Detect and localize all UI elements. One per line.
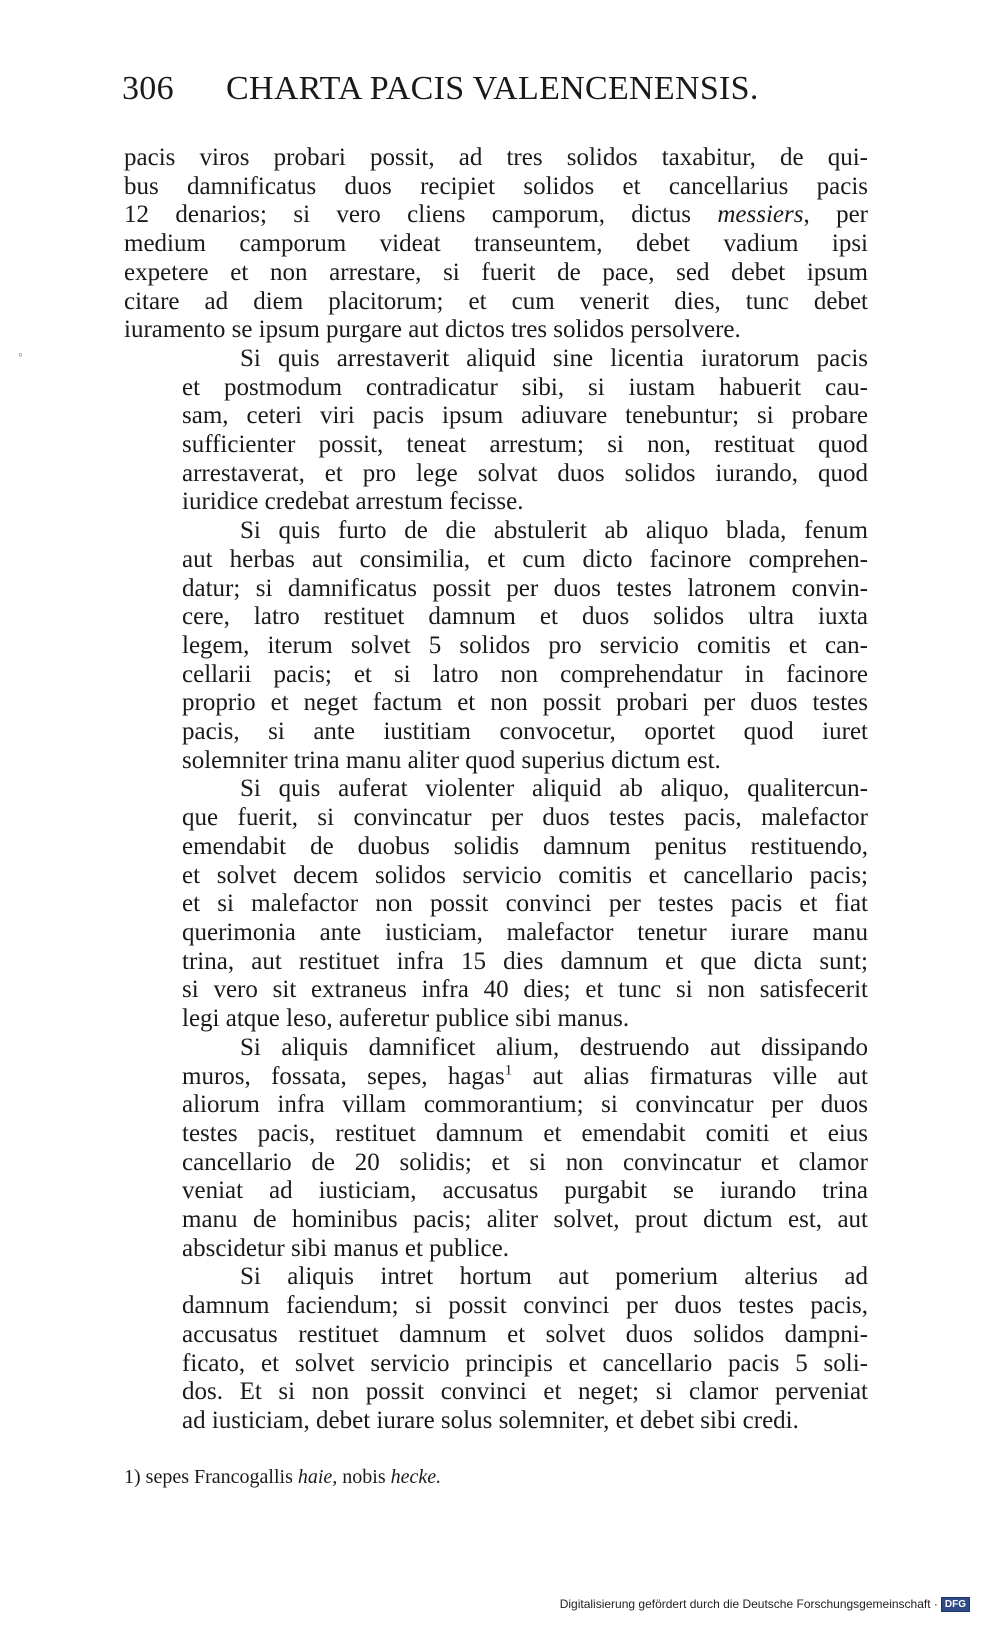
text-run: aut alias firmaturas ville aut: [512, 1062, 868, 1090]
text-run: expetere et non arrestare, si fuerit de pace, sed debet ipsum: [124, 258, 868, 286]
text-run: muros, fossata, sepes, hagas: [182, 1062, 505, 1090]
text-run: Si quis auferat violenter aliquid ab aliquo, qualitercun-: [240, 775, 868, 803]
text-run: si vero sit extraneus infra 40 dies; et tunc si non satisfecerit: [182, 976, 868, 1004]
text-line: [124, 632, 868, 661]
text-line: [124, 804, 868, 833]
running-title: CHARTA PACIS VALENCENENSIS.: [226, 70, 759, 107]
page-header: [122, 70, 882, 120]
text-run: damnum faciendum; si possit convinci per duos testes pacis,: [182, 1292, 868, 1320]
text-line: [124, 948, 868, 977]
text-line: [124, 976, 868, 1005]
text-run: cere, latro restituet damnum et duos solidos ultra iuxta: [182, 603, 868, 631]
text-run: et postmodum contradicatur sibi, si iustam habuerit cau-: [182, 373, 868, 401]
paragraph: [124, 345, 868, 517]
text-run: iuramento se ipsum purgare aut dictos tres solidos persolvere.: [124, 316, 741, 344]
text-line: [124, 460, 868, 489]
text-line: [124, 1263, 868, 1292]
text-line: [124, 230, 868, 259]
footnote-term-french: haie,: [297, 1466, 338, 1488]
text-line: [124, 374, 868, 403]
text-line: [124, 575, 868, 604]
text-line: [124, 661, 868, 690]
text-line: [124, 1350, 868, 1379]
text-line: [124, 1149, 868, 1178]
margin-mark: ◦: [18, 348, 23, 363]
footnote: [124, 1466, 441, 1489]
text-run: accusatus restituet damnum et solvet duos solidos dampni-: [182, 1320, 868, 1348]
text-line: [124, 890, 868, 919]
text-line: [124, 1063, 868, 1092]
text-line: [124, 1005, 868, 1034]
text-run: manu de hominibus pacis; aliter solvet, prout dictum est, aut: [182, 1206, 868, 1234]
text-line: [124, 316, 868, 345]
text-line: [124, 1091, 868, 1120]
text-run: cellarii pacis; et si latro non comprehendatur in facinore: [182, 660, 868, 688]
paragraph: [124, 144, 868, 345]
paragraph: [124, 1034, 868, 1264]
text-line: [124, 919, 868, 948]
text-run: et si malefactor non possit convinci per testes pacis et fiat: [182, 890, 868, 918]
text-line: [124, 775, 868, 804]
text-line: [124, 1235, 868, 1264]
text-line: [124, 402, 868, 431]
text-run: emendabit de duobus solidis damnum penitus restituendo,: [182, 832, 868, 860]
text-line: [124, 603, 868, 632]
text-line: [124, 1206, 868, 1235]
text-run: 12 denarios; si vero cliens camporum, dictus: [124, 201, 718, 229]
text-run: abscidetur sibi manus et publice.: [182, 1234, 510, 1262]
text-line: [124, 862, 868, 891]
text-run: Si aliquis damnificet alium, destruendo aut dissipando: [240, 1033, 868, 1061]
credit-text: Digitalisierung gefördert durch die Deutsche Forschungsgemeinschaft ·: [559, 1597, 938, 1611]
text-line: [124, 144, 868, 173]
text-run: datur; si damnificatus possit per duos testes latronem convin-: [182, 574, 868, 602]
text-line: [124, 259, 868, 288]
text-run: testes pacis, restituet damnum et emendabit comiti et eius: [182, 1119, 868, 1147]
text-run: proprio et neget factum et non possit probari per duos testes: [182, 689, 868, 717]
italic-term: messiers: [717, 201, 804, 229]
text-run: Si quis furto de die abstulerit ab aliquo blada, fenum: [240, 517, 868, 545]
text-line: [124, 1034, 868, 1063]
text-run: aut herbas aut consimilia, et cum dicto facinore comprehen-: [182, 545, 868, 573]
text-run: trina, aut restituet infra 15 dies damnum et que dicta sunt;: [182, 947, 868, 975]
text-run: Si aliquis intret hortum aut pomerium alterius ad: [240, 1263, 868, 1291]
text-run: legi atque leso, auferetur publice sibi manus.: [182, 1005, 630, 1033]
page-number: 306: [122, 70, 174, 107]
footnote-reference: 1: [504, 1062, 513, 1079]
text-line: [124, 689, 868, 718]
text-line: [124, 718, 868, 747]
text-line: [124, 173, 868, 202]
digitization-credit: [560, 1595, 970, 1613]
text-run: ficato, et solvet servicio principis et cancellario pacis 5 soli-: [182, 1349, 868, 1377]
text-run: cancellario de 20 solidis; et si non convincatur et clamor: [182, 1148, 868, 1176]
text-run: veniat ad iusticiam, accusatus purgabit se iurando trina: [182, 1177, 868, 1205]
text-line: [124, 1292, 868, 1321]
paragraph: [124, 775, 868, 1033]
text-run: , per: [803, 201, 868, 229]
paragraph: [124, 517, 868, 775]
text-line: [124, 1407, 868, 1436]
text-run: medium camporum videat transeuntem, debet vadium ipsi: [124, 230, 868, 258]
text-run: iuridice credebat arrestum fecisse.: [182, 488, 524, 516]
footnote-text-middle: nobis: [342, 1466, 386, 1488]
document-body: [124, 144, 868, 1436]
text-line: [124, 1378, 868, 1407]
text-run: que fuerit, si convincatur per duos testes pacis, malefactor: [182, 804, 868, 832]
text-line: [124, 517, 868, 546]
text-run: Si quis arrestaverit aliquid sine licentia iuratorum pacis: [240, 344, 868, 372]
text-line: [124, 431, 868, 460]
text-line: [124, 345, 868, 374]
text-line: [124, 1321, 868, 1350]
text-line: [124, 288, 868, 317]
text-run: ad iusticiam, debet iurare solus solemniter, et debet sibi credi.: [182, 1406, 799, 1434]
text-line: [124, 201, 868, 230]
paragraph: [124, 1263, 868, 1435]
footnote-marker: 1): [124, 1466, 141, 1488]
text-run: et solvet decem solidos servicio comitis et cancellario pacis;: [182, 861, 868, 889]
text-run: arrestaverat, et pro lege solvat duos solidos iurando, quod: [182, 459, 868, 487]
footnote-text: sepes Francogallis: [145, 1466, 293, 1488]
text-run: pacis, si ante iustitiam convocetur, oportet quod iuret: [182, 718, 868, 746]
text-line: [124, 1177, 868, 1206]
text-run: dos. Et si non possit convinci et neget; si clamor perveniat: [182, 1378, 868, 1406]
text-run: sufficienter possit, teneat arrestum; si non, restituat quod: [182, 431, 868, 459]
text-run: bus damnificatus duos recipiet solidos et cancellarius pacis: [124, 172, 868, 200]
footnote-term-german: hecke.: [390, 1466, 442, 1488]
text-line: [124, 833, 868, 862]
text-run: pacis viros probari possit, ad tres solidos taxabitur, de qui-: [124, 144, 868, 171]
text-run: legem, iterum solvet 5 solidos pro servicio comitis et can-: [182, 631, 868, 659]
text-line: [124, 747, 868, 776]
text-line: [124, 546, 868, 575]
text-run: sam, ceteri viri pacis ipsum adiuvare tenebuntur; si probare: [182, 402, 868, 430]
text-line: [124, 1120, 868, 1149]
text-run: aliorum infra villam commorantium; si convincatur per duos: [182, 1091, 868, 1119]
text-run: querimonia ante iusticiam, malefactor tenetur iurare manu: [182, 918, 868, 946]
text-line: [124, 488, 868, 517]
text-run: solemniter trina manu aliter quod superius dictum est.: [182, 746, 721, 774]
text-run: citare ad diem placitorum; et cum venerit dies, tunc debet: [124, 287, 868, 315]
dfg-logo: DFG: [941, 1597, 970, 1612]
